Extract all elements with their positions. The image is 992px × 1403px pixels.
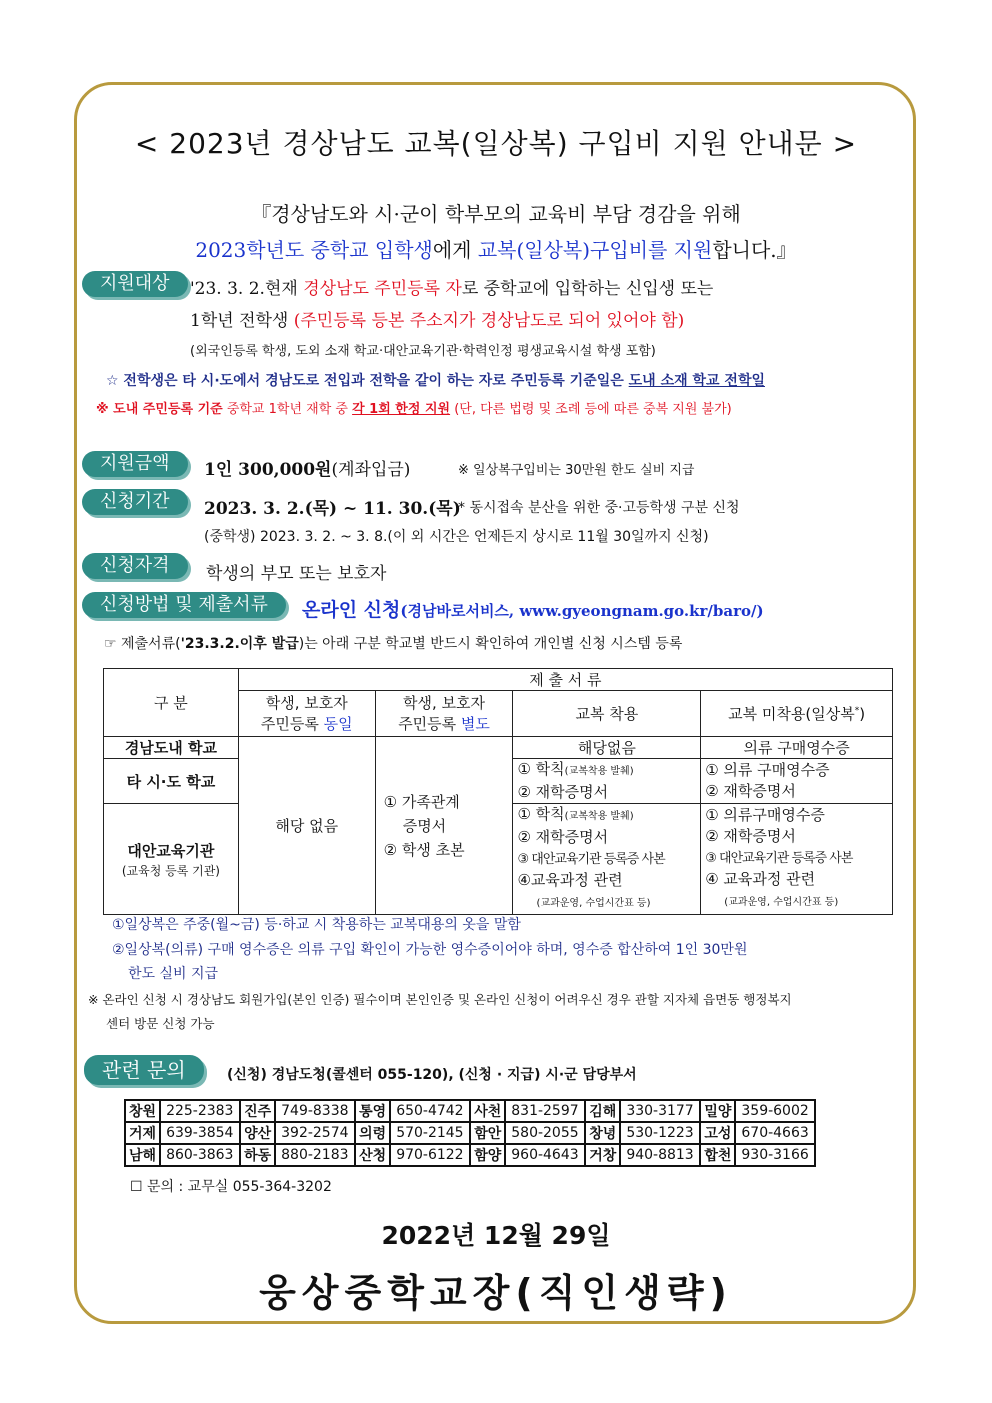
target-residence: 경상남도 주민등록 자 bbox=[303, 279, 462, 299]
target-date: '23. 3. 2.현재 bbox=[190, 279, 304, 299]
docs-prefix: ☞ 제출서류( bbox=[104, 636, 181, 652]
period-badge: 신청기간 bbox=[82, 489, 188, 515]
method-value bbox=[302, 595, 764, 622]
period-value: 2023. 3. 2.(목) ~ 11. 30.(목) bbox=[204, 499, 461, 519]
school-contact: ☐ 문의 : 교무실 055-364-3202 bbox=[130, 1179, 332, 1195]
limit-note-key: 각 1회 한정 지원 bbox=[352, 402, 451, 417]
op-uniform-2: ② 재학증명서 bbox=[517, 783, 609, 801]
alt-uniform-4s: (교과운영, 수업시간표 등) bbox=[536, 898, 651, 909]
op-daily-2: ② 재학증명서 bbox=[705, 782, 796, 800]
header-different-address bbox=[375, 691, 513, 737]
limit-note-basis: ※ 도내 주민등록 기준 bbox=[96, 402, 223, 417]
limit-note-text: 중학교 1학년 재학 중 bbox=[222, 402, 353, 417]
contact-city: 남해 bbox=[125, 1144, 160, 1166]
header-daily-b: (일상복 bbox=[805, 705, 855, 723]
method-site: (경남바로서비스, www.gyeongnam.go.kr/baro/) bbox=[400, 602, 764, 620]
footnote-2b: 한도 실비 지급 bbox=[128, 966, 219, 982]
row-alternative-institution bbox=[104, 804, 239, 915]
header-same-c: 동일 bbox=[323, 714, 353, 733]
gyeongnam-uniform-docs: 해당없음 bbox=[513, 737, 701, 759]
contact-number: 880-2183 bbox=[275, 1144, 355, 1166]
target-rest: 로 중학교에 입학하는 신입생 또는 bbox=[461, 279, 714, 299]
op-daily-1: ① 의류 구매영수증 bbox=[705, 761, 830, 779]
contact-city: 진주 bbox=[240, 1100, 275, 1122]
target-address-condition: (주민등록 등본 주소지가 경상남도로 되어 있어야 함) bbox=[293, 311, 685, 331]
header-same-b: 주민등록 bbox=[260, 714, 324, 733]
qualification-badge: 신청자격 bbox=[82, 553, 188, 579]
contact-number: 330-3177 bbox=[620, 1100, 700, 1122]
header-daily-wear bbox=[701, 691, 893, 737]
same-address-docs: 해당 없음 bbox=[238, 737, 375, 915]
alternative-daily-docs bbox=[701, 804, 893, 915]
contact-number: 749-8338 bbox=[275, 1100, 355, 1122]
contact-city: 고성 bbox=[700, 1122, 735, 1144]
alt-uniform-2: ② 재학증명서 bbox=[517, 828, 609, 846]
contact-table bbox=[124, 1099, 816, 1167]
alt-uniform-1s: (교복착용 발췌) bbox=[564, 811, 634, 822]
footnote-3b: 센터 방문 신청 가능 bbox=[106, 1016, 215, 1031]
target-line-1 bbox=[190, 274, 713, 299]
contact-city: 김해 bbox=[585, 1100, 620, 1122]
diff-doc-1: ① 가족관계 bbox=[383, 792, 460, 811]
target-badge: 지원대상 bbox=[82, 271, 188, 297]
contact-number: 392-2574 bbox=[275, 1122, 355, 1144]
contact-city: 거창 bbox=[585, 1144, 620, 1166]
period-note: * 동시접속 분산을 위한 중·고등학생 구분 신청 bbox=[458, 500, 740, 516]
alt-daily-3: ③ 대안교육기관 등록증 사본 bbox=[705, 851, 853, 866]
header-diff-c: 별도 bbox=[460, 714, 490, 733]
contact-badge: 관련 문의 bbox=[84, 1055, 204, 1085]
op-uniform-1s: (교복착용 발췌) bbox=[564, 766, 634, 777]
alt-sub: (교육청 등록 기관) bbox=[121, 863, 220, 878]
op-uniform-1: ① 학칙 bbox=[517, 760, 565, 778]
intro-target: 2023학년도 중학교 입학생 bbox=[195, 238, 433, 262]
header-daily-c: * bbox=[854, 706, 860, 716]
contact-number: 570-2145 bbox=[390, 1122, 470, 1144]
alt-label: 대안교육기관 bbox=[127, 841, 215, 860]
diff-doc-2: 증명서 bbox=[402, 816, 447, 835]
alt-uniform-4: ④교육과정 관련 bbox=[517, 871, 623, 889]
contact-city: 밀양 bbox=[700, 1100, 735, 1122]
contact-number: 860-3863 bbox=[160, 1144, 240, 1166]
intro-end: 합니다.』 bbox=[712, 238, 797, 262]
amount-number: 1인 300,000원 bbox=[204, 460, 332, 480]
footnote-2a: ②일상복(의류) 구매 영수증은 의류 구입 확인이 가능한 영수증이어야 하며, 영수증 합산하여 1인 30만원 bbox=[112, 942, 748, 958]
period-line-2: (중학생) 2023. 3. 2. ~ 3. 8.(이 외 시간은 언제든지 상시로 11월 30일까지 신청) bbox=[204, 529, 709, 545]
transfer-note bbox=[106, 370, 765, 390]
contact-number: 930-3166 bbox=[735, 1144, 815, 1166]
contact-number: 670-4663 bbox=[735, 1122, 815, 1144]
transfer-note-text: ☆ 전학생은 타 시·도에서 경남도로 전입과 전학을 같이 하는 자로 주민등록 기준일은 bbox=[106, 373, 629, 389]
header-category: 구 분 bbox=[104, 669, 239, 737]
page-title: < 2023년 경상남도 교복(일상복) 구입비 지원 안내문 > bbox=[134, 127, 858, 160]
contact-city: 하동 bbox=[240, 1144, 275, 1166]
contact-number: 650-4742 bbox=[390, 1100, 470, 1122]
contact-city: 양산 bbox=[240, 1122, 275, 1144]
docs-rest: )는 아래 구분 학교별 반드시 확인하여 개인별 신청 시스템 등록 bbox=[298, 636, 683, 652]
header-diff-a: 학생, 보호자 bbox=[403, 693, 486, 712]
contact-city: 창원 bbox=[125, 1100, 160, 1122]
contact-number: 940-8813 bbox=[620, 1144, 700, 1166]
issue-date: 2022년 12월 29일 bbox=[381, 1221, 611, 1250]
alt-uniform-3: ③ 대안교육기관 등록증 사본 bbox=[517, 852, 665, 867]
contact-row bbox=[125, 1122, 815, 1144]
transfer-note-key: 도내 소재 학교 전학일 bbox=[628, 373, 765, 389]
docs-instruction bbox=[104, 633, 682, 653]
header-daily-a: 교복 미착용 bbox=[728, 705, 806, 723]
header-documents: 제 출 서 류 bbox=[238, 669, 892, 691]
method-badge: 신청방법 및 제출서류 bbox=[82, 592, 286, 618]
contact-number: 225-2383 bbox=[160, 1100, 240, 1122]
row-gyeongnam-school: 경남도내 학교 bbox=[104, 737, 239, 759]
intro-line-1: 『경상남도와 시·군이 학부모의 교육비 부담 경감을 위해 bbox=[251, 202, 741, 226]
amount-badge: 지원금액 bbox=[82, 451, 188, 477]
contact-text: (신청) 경남도청(콜센터 055-120), (신청 · 지급) 시·군 담당부서 bbox=[227, 1067, 637, 1083]
gyeongnam-daily-docs: 의류 구매영수증 bbox=[701, 737, 893, 759]
method-online: 온라인 신청 bbox=[302, 599, 401, 621]
alt-daily-1: ① 의류구매영수증 bbox=[705, 806, 825, 824]
contact-number: 970-6122 bbox=[390, 1144, 470, 1166]
footnote-3a: ※ 온라인 신청 시 경상남도 회원가입(본인 인증) 필수이며 본인인증 및 온라인 신청이 어려우신 경우 관할 지자체 읍면동 행정복지 bbox=[88, 992, 792, 1007]
footnote-1: ①일상복은 주중(월~금) 등·하교 시 착용하는 교복대용의 옷을 말함 bbox=[112, 917, 521, 933]
contact-number: 639-3854 bbox=[160, 1122, 240, 1144]
limit-note-rest: (단, 다른 법령 및 조례 등에 따른 중복 지원 불가) bbox=[450, 402, 732, 417]
contact-city: 창녕 bbox=[585, 1122, 620, 1144]
other-province-uniform-docs bbox=[513, 759, 701, 804]
contact-city: 함양 bbox=[470, 1144, 505, 1166]
header-diff-b: 주민등록 bbox=[398, 714, 461, 733]
contact-city: 통영 bbox=[355, 1100, 390, 1122]
amount-note: ※ 일상복구입비는 30만원 한도 실비 지급 bbox=[458, 463, 695, 478]
docs-date: '23.3.2.이후 발급 bbox=[180, 636, 299, 652]
documents-table bbox=[103, 668, 893, 915]
header-uniform: 교복 착용 bbox=[513, 691, 701, 737]
target-line-2 bbox=[190, 306, 684, 331]
contact-city: 거제 bbox=[125, 1122, 160, 1144]
amount-value bbox=[204, 455, 410, 480]
contact-row bbox=[125, 1144, 815, 1166]
row-other-province-school: 타 시·도 학교 bbox=[104, 759, 239, 804]
header-same-address bbox=[238, 691, 375, 737]
contact-number: 530-1223 bbox=[620, 1122, 700, 1144]
target-transfer: 1학년 전학생 bbox=[190, 311, 294, 331]
other-province-daily-docs bbox=[701, 759, 893, 804]
header-daily-d: ) bbox=[859, 705, 866, 723]
intro-support: 교복(일상복)구입비를 지원 bbox=[477, 238, 713, 262]
contact-number: 359-6002 bbox=[735, 1100, 815, 1122]
contact-number: 580-2055 bbox=[505, 1122, 585, 1144]
contact-city: 의령 bbox=[355, 1122, 390, 1144]
contact-number: 831-2597 bbox=[505, 1100, 585, 1122]
alt-daily-4: ④ 교육과정 관련 bbox=[705, 870, 816, 888]
amount-method: (계좌입금) bbox=[331, 460, 411, 480]
contact-city: 함안 bbox=[470, 1122, 505, 1144]
intro-line-2 bbox=[80, 234, 912, 263]
alt-daily-2: ② 재학증명서 bbox=[705, 827, 796, 845]
target-line-3: (외국인등록 학생, 도외 소재 학교·대안교육기관·학력인정 평생교육시설 학생 포함) bbox=[190, 344, 656, 359]
contact-row bbox=[125, 1100, 815, 1122]
diff-doc-3: ② 학생 초본 bbox=[383, 840, 465, 859]
alternative-uniform-docs bbox=[513, 804, 701, 915]
contact-city: 합천 bbox=[700, 1144, 735, 1166]
principal-signature: 웅상중학교장(직인생략) bbox=[259, 1271, 733, 1315]
contact-number: 960-4643 bbox=[505, 1144, 585, 1166]
contact-city: 산청 bbox=[355, 1144, 390, 1166]
alt-daily-4s: (교과운영, 수업시간표 등) bbox=[724, 897, 839, 908]
header-same-a: 학생, 보호자 bbox=[265, 693, 348, 712]
intro-to: 에게 bbox=[432, 238, 478, 262]
qualification-value: 학생의 부모 또는 보호자 bbox=[206, 564, 387, 584]
limit-note bbox=[96, 398, 732, 417]
different-address-docs bbox=[375, 737, 513, 915]
contact-city: 사천 bbox=[470, 1100, 505, 1122]
alt-uniform-1: ① 학칙 bbox=[517, 805, 565, 823]
